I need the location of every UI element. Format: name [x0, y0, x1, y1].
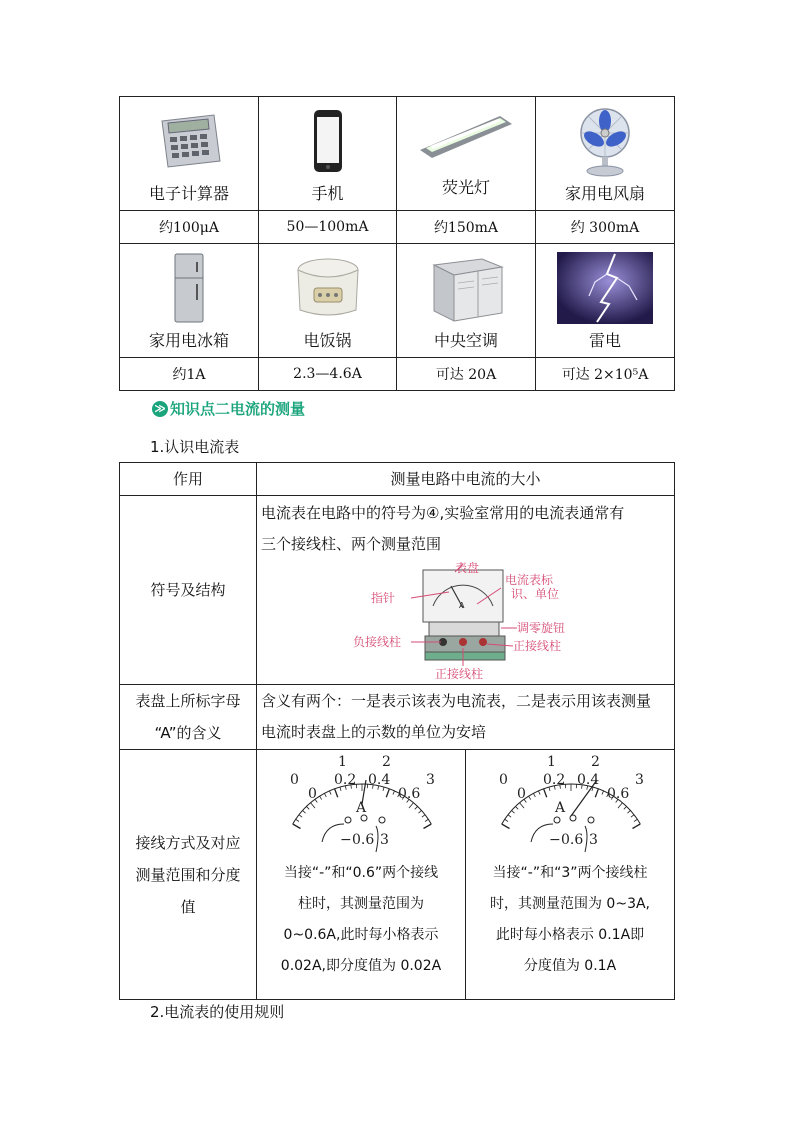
- low-range-caption: [257, 858, 465, 982]
- label-zero-knob: 调零旋钮: [516, 621, 565, 635]
- row-label: 作用: [120, 463, 257, 496]
- caption-line: 分度值为 0.1A: [523, 958, 617, 974]
- meaning-text-line: 含义有两个：一是表示该表为电流表，二是表示用该表测量: [261, 692, 652, 710]
- heading-usage-rules: 2.电流表的使用规则: [150, 1003, 285, 1021]
- dial-tick: [422, 815, 425, 817]
- row-content: 测量电路中电流的大小: [257, 463, 675, 496]
- inner-label-06: 0.6: [607, 786, 630, 802]
- device-cell: [536, 97, 675, 211]
- device-name: 中央空调: [433, 331, 498, 350]
- dial-tick: [409, 803, 413, 808]
- dial-tick: [386, 789, 389, 797]
- outer-label-2: 2: [382, 754, 391, 770]
- dial-tick: [303, 810, 306, 813]
- row-label: [120, 685, 257, 750]
- terminal-3: 3: [380, 832, 389, 848]
- calculator-icon: [154, 111, 224, 171]
- row-label: [120, 750, 257, 1000]
- row-label-line: 接线方式及对应: [135, 833, 241, 852]
- ammeter-dial-low-range: [276, 754, 446, 858]
- device-cell: [536, 244, 675, 358]
- high-range-caption: [466, 858, 674, 982]
- dial-tick: [502, 824, 510, 829]
- fluorescent-lamp-icon: [416, 110, 516, 160]
- device-current: 约 300mA: [536, 211, 675, 244]
- dial-tick: [329, 791, 331, 795]
- dial-tick: [515, 806, 518, 809]
- inner-label-04: 0.4: [577, 772, 600, 788]
- row-label-line: “A”的含义: [154, 724, 222, 742]
- appliance-current-table: [119, 96, 675, 391]
- symbol-text-line: 三个接线柱、两个测量范围: [261, 535, 442, 553]
- meaning-text-line: 电流时表盘上的示数的单位为安培: [261, 723, 487, 741]
- meter-range-low: [257, 750, 466, 1000]
- outer-label-3: 3: [426, 772, 435, 788]
- device-current: 约100μA: [120, 211, 259, 244]
- device-current: 可达 20A: [397, 358, 536, 391]
- dial-tick: [634, 819, 637, 821]
- heading-know-ammeter: 1.认识电流表: [150, 438, 240, 456]
- caption-line: 当接“-”和“0.6”两个接线: [283, 865, 439, 881]
- inner-label-02: 0.2: [543, 772, 566, 788]
- device-name: 电饭锅: [303, 331, 352, 350]
- fan-icon: [570, 105, 640, 177]
- device-current: 50—100mA: [259, 211, 397, 244]
- outer-label-0: 0: [499, 772, 508, 788]
- dial-tick: [324, 793, 326, 797]
- caption-line: 当接“-”和“3”两个接线柱: [492, 865, 648, 881]
- dial-tick: [544, 789, 547, 797]
- ammeter-table: [119, 462, 675, 1000]
- label-symbol-b: 识、单位: [510, 587, 559, 601]
- dial-tick: [505, 819, 508, 821]
- device-cell: [120, 97, 259, 211]
- row-label-line: 值: [180, 897, 196, 916]
- lightning-icon: [557, 252, 653, 324]
- row-content: [257, 496, 675, 685]
- dial-tick: [418, 810, 421, 813]
- row-label-line: 测量范围和分度: [135, 865, 241, 884]
- dial-tick: [335, 789, 338, 797]
- row-content: [257, 685, 675, 750]
- dial-tick: [296, 819, 299, 821]
- dial-tick: [627, 810, 630, 813]
- symbol-text-line: 电流表在电路中的符号为④,实验室常用的电流表通常有: [261, 504, 625, 522]
- dial-tick: [508, 815, 511, 817]
- row-label: 符号及结构: [120, 496, 257, 685]
- outer-label-2: 2: [591, 754, 600, 770]
- device-current: 约150mA: [397, 211, 536, 244]
- dial-tick: [320, 796, 322, 799]
- dial-tick: [425, 819, 428, 821]
- device-cell: [397, 97, 536, 211]
- device-cell: [259, 244, 397, 358]
- caption-line: 0~0.6A,此时每小格表示: [283, 927, 439, 943]
- device-name: 电子计算器: [148, 184, 229, 203]
- dial-tick: [602, 791, 604, 795]
- dial-tick: [624, 806, 627, 809]
- outer-label-1: 1: [547, 754, 556, 770]
- label-dial: 表盘: [454, 562, 479, 575]
- caption-line: 柱时，其测量范围为: [298, 896, 424, 912]
- outer-label-1: 1: [338, 754, 347, 770]
- device-cell: [397, 244, 536, 358]
- air-conditioner-icon: [426, 253, 506, 323]
- device-current: 2.3—4.6A: [259, 358, 397, 391]
- label-negative-terminal: 负接线柱: [352, 635, 401, 649]
- device-name: 家用电风扇: [564, 184, 645, 203]
- rice-cooker-icon: [290, 254, 366, 322]
- meter-range-high: [466, 750, 675, 1000]
- device-current: 约1A: [120, 358, 259, 391]
- dial-tick: [595, 789, 598, 797]
- knowledge-point-heading: [152, 398, 305, 419]
- arrow-badge-icon: ≫: [152, 401, 168, 417]
- inner-label-04: 0.4: [368, 772, 391, 788]
- dial-tick: [293, 824, 301, 829]
- inner-label-06: 0.6: [398, 786, 421, 802]
- label-pointer: 指针: [370, 591, 395, 605]
- row-label-line: 表盘上所标字母: [135, 692, 241, 710]
- refrigerator-icon: [169, 252, 209, 324]
- dial-tick: [423, 824, 431, 829]
- dial-tick: [415, 806, 418, 809]
- device-name: 手机: [311, 184, 344, 203]
- terminal-negative: −: [340, 832, 352, 848]
- caption-line: 0.02A,即分度值为 0.02A: [280, 958, 442, 974]
- label-positive-terminal-bottom: 正接线柱: [434, 667, 483, 680]
- terminal-06: 0.6: [352, 832, 375, 848]
- device-current: 可达 2×10⁵A: [536, 358, 675, 391]
- phone-icon: [308, 108, 348, 174]
- label-positive-terminal-right: 正接线柱: [512, 639, 561, 653]
- device-name: 家用电冰箱: [148, 331, 229, 350]
- dial-tick: [529, 796, 531, 799]
- dial-tick: [520, 803, 524, 808]
- ammeter-structure-diagram: [351, 562, 581, 680]
- dial-tick: [306, 806, 309, 809]
- dial-tick: [533, 793, 535, 797]
- device-name: 荧光灯: [441, 178, 490, 197]
- dial-tick: [393, 791, 395, 795]
- outer-label-3: 3: [635, 772, 644, 788]
- device-cell: [259, 97, 397, 211]
- caption-line: 时，其测量范围为 0~3A,: [489, 896, 651, 912]
- inner-label-0: 0: [517, 786, 526, 802]
- section-title: 知识点二电流的测量: [170, 400, 306, 418]
- dial-tick: [618, 803, 622, 808]
- label-symbol-a: 电流表标: [504, 573, 553, 587]
- svg-text:A: A: [458, 601, 464, 610]
- terminal-06: 0.6: [561, 832, 584, 848]
- device-name: 雷电: [588, 331, 621, 350]
- terminal-negative: −: [549, 832, 561, 848]
- caption-line: 此时每小格表示 0.1A即: [495, 927, 645, 943]
- dial-tick: [311, 803, 315, 808]
- ammeter-dial-high-range: [485, 754, 655, 858]
- unit-label: A: [555, 800, 566, 816]
- dial-tick: [632, 824, 640, 829]
- outer-label-0: 0: [290, 772, 299, 788]
- inner-label-0: 0: [308, 786, 317, 802]
- dial-tick: [512, 810, 515, 813]
- dial-tick: [631, 815, 634, 817]
- dial-tick: [299, 815, 302, 817]
- inner-label-02: 0.2: [334, 772, 357, 788]
- device-cell: [120, 244, 259, 358]
- unit-label: A: [356, 800, 367, 816]
- dial-tick: [538, 791, 540, 795]
- terminal-3: 3: [589, 832, 598, 848]
